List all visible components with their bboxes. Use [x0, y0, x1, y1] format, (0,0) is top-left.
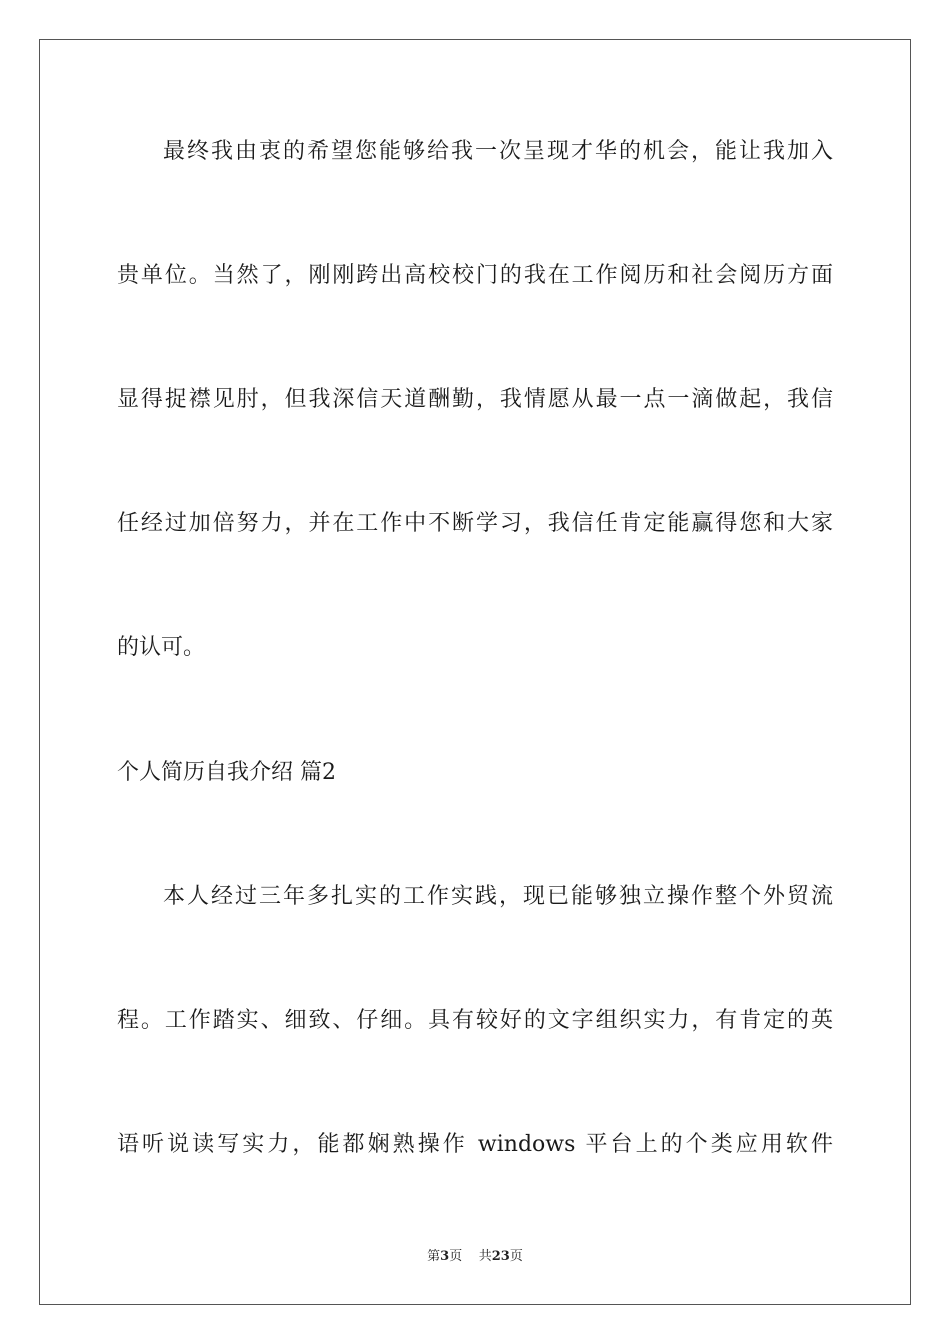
paragraph-2-line-1: 本人经过三年多扎实的工作实践，现已能够独立操作整个外贸流: [163, 884, 833, 909]
paragraph-1-line-5: 的认可。: [117, 635, 206, 660]
paragraph-2-line-3: 语听说读写实力，能都娴熟操作 windows 平台上的个类应用软件: [117, 1132, 833, 1157]
footer-total-prefix: 共: [478, 1249, 492, 1264]
paragraph-1-line-2: 贵单位。当然了，刚刚跨出高校校门的我在工作阅历和社会阅历方面: [117, 263, 833, 288]
page-footer: [0, 1248, 950, 1266]
footer-total-suffix: 页: [509, 1249, 523, 1264]
footer-page-suffix: 页: [449, 1249, 463, 1264]
section-heading: 个人简历自我介绍 篇2: [117, 760, 336, 785]
paragraph-1-line-1: 最终我由衷的希望您能够给我一次呈现才华的机会，能让我加入: [163, 139, 833, 164]
footer-page-prefix: 第: [427, 1249, 441, 1264]
paragraph-2-line-2: 程。工作踏实、细致、仔细。具有较好的文字组织实力，有肯定的英: [117, 1008, 833, 1033]
paragraph-1-line-3: 显得捉襟见肘，但我深信天道酬勤，我情愿从最一点一滴做起，我信: [117, 387, 833, 412]
footer-total-pages: 23: [491, 1249, 510, 1264]
paragraph-1-line-4: 任经过加倍努力，并在工作中不断学习，我信任肯定能赢得您和大家: [117, 511, 833, 536]
footer-page-number: 3: [440, 1249, 450, 1264]
page-border: [39, 39, 911, 1305]
